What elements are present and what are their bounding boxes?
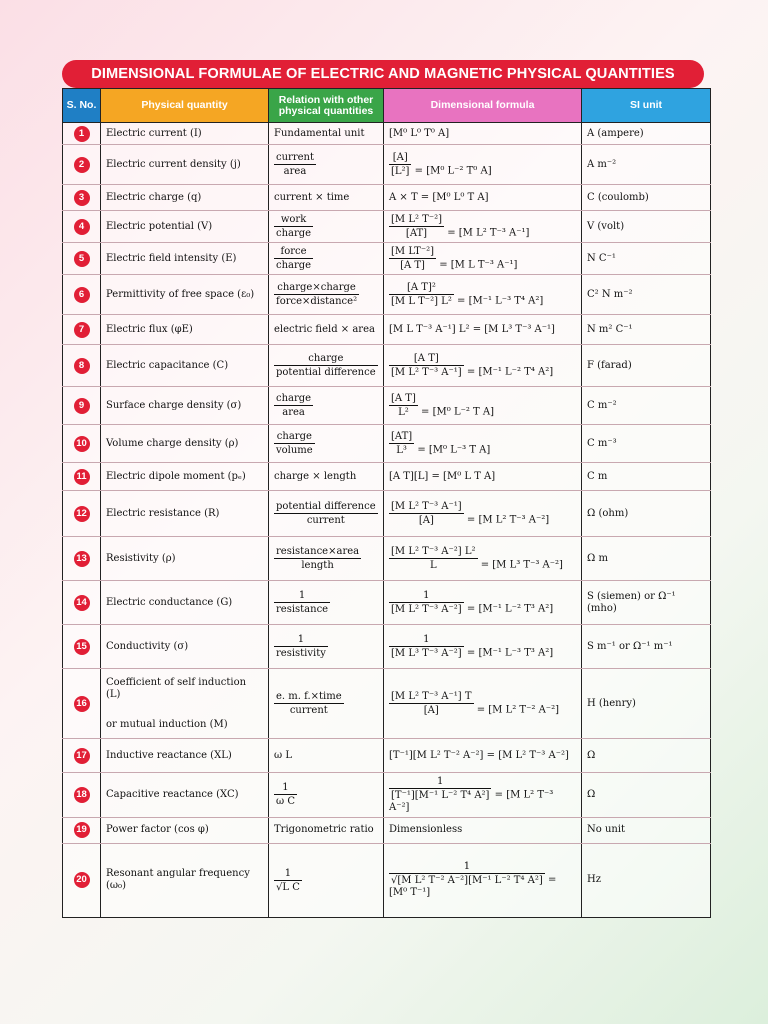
relation-fraction: [274, 545, 361, 572]
cell-relation: [269, 843, 384, 917]
relation-fraction: [274, 245, 313, 272]
cell-dimension: [384, 211, 582, 243]
cell-dimension: [384, 243, 582, 275]
cell-sno: [63, 211, 101, 243]
cell-quantity: [101, 773, 269, 818]
cell-si-unit: C m⁻³: [582, 425, 711, 463]
header-quantity: Physical quantity: [101, 89, 269, 123]
dimension-result: = [M L³ T⁻³ A⁻²]: [477, 559, 563, 571]
cell-quantity: [101, 739, 269, 773]
quantity-name: Power factor (cos φ): [106, 824, 209, 835]
relation-fraction-denominator: √L C: [276, 881, 300, 893]
relation-fraction-numerator: charge: [274, 430, 315, 444]
relation-fraction-numerator: 1: [274, 781, 297, 795]
relation-fraction-numerator: work: [274, 213, 313, 227]
dimension-result: = [M⁰ L⁻³ T A]: [414, 444, 491, 456]
cell-si-unit: No unit: [582, 817, 711, 843]
quantity-name: Capacitive reactance (XC): [106, 788, 239, 800]
table-row: [63, 739, 711, 773]
row-number-badge: 17: [74, 748, 90, 764]
table-row: [63, 275, 711, 315]
cell-dimension: [384, 123, 582, 145]
row-number-badge: 11: [74, 469, 90, 485]
formula-table: [62, 88, 711, 918]
dimension-fraction-numerator: 1: [389, 589, 464, 603]
cell-si-unit: C m⁻²: [582, 387, 711, 425]
dimension-fraction: [389, 352, 464, 379]
relation-fraction: [274, 781, 297, 808]
dimension-fraction-denominator: [AT]: [405, 228, 428, 239]
cell-si-unit: N C⁻¹: [582, 243, 711, 275]
cell-si-unit: S m⁻¹ or Ω⁻¹ m⁻¹: [582, 625, 711, 669]
relation-fraction-denominator: current: [289, 705, 328, 716]
dimension-fraction-numerator: 1: [389, 860, 545, 874]
cell-sno: [63, 463, 101, 491]
cell-quantity: [101, 817, 269, 843]
relation-fraction: [274, 867, 302, 894]
row-number-badge: 12: [74, 506, 90, 522]
relation-fraction: [274, 151, 316, 178]
dimension-fraction-numerator: [AT]: [391, 431, 413, 442]
quantity-name: Electric field intensity (E): [106, 252, 237, 264]
row-number-badge: 5: [74, 251, 90, 267]
table-row: [63, 243, 711, 275]
relation-fraction: [274, 633, 328, 660]
relation-text: Trigonometric ratio: [274, 824, 374, 835]
cell-relation: [269, 669, 384, 739]
relation-fraction-numerator: force: [274, 245, 313, 259]
dimension-result: = [M⁻¹ L⁻³ T³ A²]: [463, 647, 554, 659]
table-row: [63, 123, 711, 145]
quantity-name: Electric current (I): [106, 127, 202, 139]
relation-fraction: [274, 281, 359, 308]
quantity-name: Electric resistance (R): [106, 507, 220, 519]
dimension-fraction-denominator: [M L T⁻²] L²: [391, 296, 452, 307]
dimension-fraction-denominator: L: [429, 560, 437, 571]
header-dimension: Dimensional formula: [384, 89, 582, 123]
dimension-fraction-denominator: L³: [396, 445, 407, 456]
quantity-name: Electric conductance (G): [106, 596, 233, 608]
cell-quantity: [101, 625, 269, 669]
cell-relation: [269, 491, 384, 537]
cell-sno: [63, 491, 101, 537]
cell-quantity: [101, 843, 269, 917]
row-number-badge: 9: [74, 398, 90, 414]
cell-si-unit: A m⁻²: [582, 145, 711, 185]
cell-sno: [63, 537, 101, 581]
dimension-fraction: [389, 245, 436, 272]
quantity-name: Electric flux (φE): [106, 323, 193, 335]
table-row: [63, 843, 711, 917]
dimension-fraction-denominator: √[M L² T⁻² A⁻²][M⁻¹ L⁻² T⁴ A²]: [391, 875, 543, 887]
table-header-row: [63, 89, 711, 123]
table-row: [63, 537, 711, 581]
cell-si-unit: F (farad): [582, 345, 711, 387]
row-number-badge: 2: [74, 157, 90, 173]
cell-relation: [269, 387, 384, 425]
relation-fraction: [274, 430, 315, 457]
dimension-fraction: [389, 545, 478, 572]
dimension-fraction: [389, 430, 414, 457]
dimension-fraction-numerator: [M L² T⁻³ A⁻¹]: [391, 501, 462, 512]
cell-dimension: [384, 773, 582, 818]
dimension-text: [M⁰ L⁰ T⁰ A]: [389, 127, 450, 139]
table-row: [63, 387, 711, 425]
relation-fraction-denominator: potential difference: [276, 367, 376, 378]
row-number-badge: 8: [74, 358, 90, 374]
relation-fraction-denominator: area: [282, 407, 305, 418]
dimension-fraction-numerator: [A]: [389, 151, 411, 165]
quantity-name: Coefficient of self induction (L): [106, 676, 247, 700]
table-row: [63, 491, 711, 537]
dimension-text: [M L T⁻³ A⁻¹] L² = [M L³ T⁻³ A⁻¹]: [389, 323, 555, 335]
relation-fraction-numerator: charge: [276, 393, 312, 404]
dimension-text: [T⁻¹][M L² T⁻² A⁻²] = [M L² T⁻³ A⁻²]: [389, 749, 569, 761]
dimension-result: = [M L² T⁻³ A⁻²]: [389, 789, 554, 813]
cell-dimension: [384, 669, 582, 739]
table-row: [63, 185, 711, 211]
cell-relation: [269, 537, 384, 581]
cell-sno: [63, 185, 101, 211]
row-number-badge: 3: [74, 190, 90, 206]
table-row: [63, 315, 711, 345]
cell-sno: [63, 773, 101, 818]
dimension-fraction: [389, 500, 464, 527]
relation-fraction-numerator: charge×charge: [274, 281, 359, 295]
cell-si-unit: Ω: [582, 773, 711, 818]
dimension-fraction: [389, 860, 545, 887]
cell-relation: [269, 773, 384, 818]
dimension-fraction-denominator: [A]: [423, 705, 439, 716]
dimension-fraction-numerator: [M L² T⁻³ A⁻²] L²: [391, 546, 476, 557]
cell-si-unit: H (henry): [582, 669, 711, 739]
row-number-badge: 1: [74, 126, 90, 142]
dimension-fraction-denominator: [M L² T⁻³ A⁻²]: [391, 604, 462, 615]
dimension-fraction-numerator: [A T]²: [389, 281, 454, 295]
row-number-badge: 7: [74, 322, 90, 338]
cell-dimension: [384, 581, 582, 625]
cell-relation: [269, 185, 384, 211]
dimension-fraction-numerator: [M L² T⁻²]: [391, 214, 443, 225]
table-row: [63, 625, 711, 669]
dimension-fraction-numerator: [A T]: [389, 352, 464, 366]
cell-relation: [269, 345, 384, 387]
relation-fraction: [274, 589, 330, 616]
cell-quantity: [101, 387, 269, 425]
cell-sno: [63, 625, 101, 669]
cell-sno: [63, 843, 101, 917]
cell-quantity: [101, 425, 269, 463]
cell-relation: [269, 211, 384, 243]
quantity-name: Electric dipole moment (pₑ): [106, 470, 246, 482]
page-title: DIMENSIONAL FORMULAE OF ELECTRIC AND MAGNETIC PHYSICAL QUANTITIES: [62, 60, 704, 88]
dimension-fraction-numerator: [A T]: [391, 393, 416, 404]
relation-fraction-numerator: current: [276, 152, 314, 163]
relation-fraction: [274, 352, 378, 379]
cell-si-unit: C m: [582, 463, 711, 491]
relation-fraction-numerator: 1: [274, 589, 330, 603]
cell-relation: [269, 817, 384, 843]
cell-relation: [269, 275, 384, 315]
cell-quantity: [101, 123, 269, 145]
cell-relation: [269, 315, 384, 345]
dimension-fraction: [389, 151, 411, 178]
cell-sno: [63, 669, 101, 739]
dimension-fraction-denominator: L²: [398, 407, 409, 418]
cell-quantity: [101, 211, 269, 243]
cell-relation: [269, 739, 384, 773]
table-row: [63, 145, 711, 185]
cell-si-unit: Ω (ohm): [582, 491, 711, 537]
relation-fraction-numerator: 1: [274, 867, 302, 881]
quantity-name: Electric charge (q): [106, 191, 202, 203]
quantity-name: Resistivity (ρ): [106, 552, 176, 564]
cell-dimension: [384, 315, 582, 345]
dimension-result: = [M⁻¹ L⁻³ T⁴ A²]: [453, 295, 544, 307]
cell-sno: [63, 243, 101, 275]
quantity-name: Electric potential (V): [106, 220, 213, 232]
row-number-badge: 18: [74, 787, 90, 803]
cell-quantity: [101, 275, 269, 315]
cell-quantity: [101, 491, 269, 537]
relation-text: current × time: [274, 191, 350, 203]
relation-fraction-denominator: length: [301, 560, 334, 571]
cell-dimension: [384, 345, 582, 387]
quantity-name: Surface charge density (σ): [106, 399, 242, 411]
dimension-fraction-numerator: [M L² T⁻³ A⁻¹] T: [391, 691, 472, 702]
dimension-result: = [M L² T⁻³ A⁻²]: [463, 514, 550, 526]
table-row: [63, 669, 711, 739]
row-number-badge: 16: [74, 696, 90, 712]
quantity-name: Electric current density (j): [106, 158, 241, 170]
quantity-name: Volume charge density (ρ): [106, 437, 239, 449]
header-si-unit: SI unit: [582, 89, 711, 123]
relation-fraction: [274, 690, 344, 717]
cell-quantity: [101, 185, 269, 211]
table-row: [63, 773, 711, 818]
relation-fraction: [274, 213, 313, 240]
cell-quantity: [101, 145, 269, 185]
cell-si-unit: C (coulomb): [582, 185, 711, 211]
dimension-fraction-denominator: [M L² T⁻³ A⁻¹]: [391, 367, 462, 378]
dimension-fraction: [389, 633, 464, 660]
cell-quantity: [101, 345, 269, 387]
row-number-badge: 6: [74, 287, 90, 303]
relation-text: ω L: [274, 749, 292, 761]
cell-dimension: [384, 817, 582, 843]
relation-fraction-denominator: charge: [276, 260, 312, 271]
cell-sno: [63, 817, 101, 843]
cell-dimension: [384, 537, 582, 581]
dimension-fraction: [389, 392, 418, 419]
dimension-fraction: [389, 281, 454, 308]
relation-fraction-denominator: resistivity: [276, 648, 326, 659]
cell-sno: [63, 315, 101, 345]
relation-fraction-denominator: charge: [276, 228, 312, 239]
quantity-alt-name: or mutual induction (M): [106, 718, 228, 730]
cell-sno: [63, 275, 101, 315]
row-number-badge: 20: [74, 872, 90, 888]
dimension-fraction-denominator: [A]: [418, 515, 434, 526]
dimension-fraction-denominator: [T⁻¹][M⁻¹ L⁻² T⁴ A²]: [391, 790, 490, 801]
relation-fraction-denominator: force×distance²: [276, 296, 358, 307]
quantity-name: Conductivity (σ): [106, 640, 189, 652]
cell-relation: [269, 243, 384, 275]
dimension-fraction-numerator: 1: [389, 775, 491, 789]
cell-quantity: [101, 669, 269, 739]
cell-si-unit: S (siemen) or Ω⁻¹ (mho): [582, 581, 711, 625]
cell-si-unit: N m² C⁻¹: [582, 315, 711, 345]
table-row: [63, 211, 711, 243]
row-number-badge: 10: [74, 436, 90, 452]
cell-relation: [269, 145, 384, 185]
cell-sno: [63, 345, 101, 387]
cell-si-unit: C² N m⁻²: [582, 275, 711, 315]
cell-sno: [63, 739, 101, 773]
row-number-badge: 15: [74, 639, 90, 655]
relation-fraction: [274, 500, 378, 527]
cell-dimension: [384, 275, 582, 315]
cell-sno: [63, 387, 101, 425]
cell-sno: [63, 581, 101, 625]
table-row: [63, 581, 711, 625]
relation-text: Fundamental unit: [274, 127, 365, 139]
dimension-result: = [M L² T⁻² A⁻²]: [473, 704, 559, 716]
quantity-name: Electric capacitance (C): [106, 359, 229, 371]
row-number-badge: 14: [74, 595, 90, 611]
cell-dimension: [384, 625, 582, 669]
cell-sno: [63, 123, 101, 145]
dimension-fraction-denominator: [A T]: [400, 260, 425, 271]
cell-dimension: [384, 145, 582, 185]
dimension-text: [A T][L] = [M⁰ L T A]: [389, 470, 496, 482]
relation-fraction-numerator: potential difference: [276, 501, 376, 512]
cell-dimension: [384, 425, 582, 463]
cell-sno: [63, 145, 101, 185]
cell-relation: [269, 463, 384, 491]
relation-fraction-denominator: area: [283, 166, 307, 177]
dimension-fraction: [389, 213, 444, 240]
cell-relation: [269, 581, 384, 625]
relation-fraction-denominator: current: [306, 515, 345, 526]
cell-si-unit: Hz: [582, 843, 711, 917]
cell-dimension: [384, 463, 582, 491]
header-sno: S. No.: [63, 89, 101, 123]
relation-fraction-numerator: 1: [274, 633, 328, 647]
row-number-badge: 13: [74, 551, 90, 567]
relation-fraction-numerator: resistance×area: [276, 546, 360, 557]
cell-relation: [269, 123, 384, 145]
table-row: [63, 345, 711, 387]
dimension-fraction: [389, 775, 491, 802]
cell-quantity: [101, 581, 269, 625]
cell-si-unit: V (volt): [582, 211, 711, 243]
relation-fraction-denominator: resistance: [276, 604, 329, 615]
dimension-fraction-denominator: [M L³ T⁻³ A⁻²]: [391, 648, 462, 659]
cell-dimension: [384, 491, 582, 537]
cell-si-unit: Ω: [582, 739, 711, 773]
dimension-result: = [M⁰ T⁻¹]: [389, 874, 557, 899]
dimension-fraction-numerator: 1: [389, 633, 464, 647]
quantity-name: Resonant angular frequency (ω₀): [106, 868, 250, 891]
relation-text: electric field × area: [274, 323, 375, 335]
cell-quantity: [101, 315, 269, 345]
dimension-result: = [M⁻¹ L⁻² T³ A²]: [463, 603, 554, 615]
cell-dimension: [384, 387, 582, 425]
relation-fraction-denominator: volume: [276, 445, 313, 456]
row-number-badge: 4: [74, 219, 90, 235]
relation-text: charge × length: [274, 470, 357, 482]
dimension-text: A × T = [M⁰ L⁰ T A]: [389, 191, 489, 203]
table-body: [63, 123, 711, 918]
cell-si-unit: Ω m: [582, 537, 711, 581]
dimension-result: = [M L² T⁻³ A⁻¹]: [444, 227, 530, 239]
dimension-result: = [M⁻¹ L⁻² T⁴ A²]: [463, 366, 554, 378]
dimension-fraction: [389, 589, 464, 616]
cell-sno: [63, 425, 101, 463]
table-row: [63, 817, 711, 843]
dimension-result: = [M L T⁻³ A⁻¹]: [436, 259, 518, 271]
dimension-result: = [M⁰ L⁻² T A]: [417, 406, 495, 418]
quantity-name: Inductive reactance (XL): [106, 749, 232, 761]
cell-quantity: [101, 243, 269, 275]
row-number-badge: 19: [74, 822, 90, 838]
relation-fraction-denominator: ω C: [276, 796, 295, 808]
cell-si-unit: A (ampere): [582, 123, 711, 145]
table-row: [63, 463, 711, 491]
relation-fraction-numerator: charge: [274, 352, 378, 366]
dimension-text: Dimensionless: [389, 824, 463, 835]
dimension-result: = [M⁰ L⁻² T⁰ A]: [411, 165, 492, 177]
cell-quantity: [101, 537, 269, 581]
cell-dimension: [384, 185, 582, 211]
table-row: [63, 425, 711, 463]
relation-fraction: [274, 392, 313, 419]
header-relation: Relation with other physical quantities: [269, 89, 384, 123]
dimension-fraction: [389, 690, 474, 717]
dimension-fraction-denominator: [L²]: [391, 166, 410, 177]
cell-relation: [269, 625, 384, 669]
cell-dimension: [384, 843, 582, 917]
cell-quantity: [101, 463, 269, 491]
dimension-fraction-numerator: [M LT⁻²]: [391, 246, 435, 257]
cell-relation: [269, 425, 384, 463]
quantity-name: Permittivity of free space (ε₀): [106, 288, 255, 300]
relation-fraction-numerator: e. m. f.×time: [276, 691, 342, 702]
cell-dimension: [384, 739, 582, 773]
